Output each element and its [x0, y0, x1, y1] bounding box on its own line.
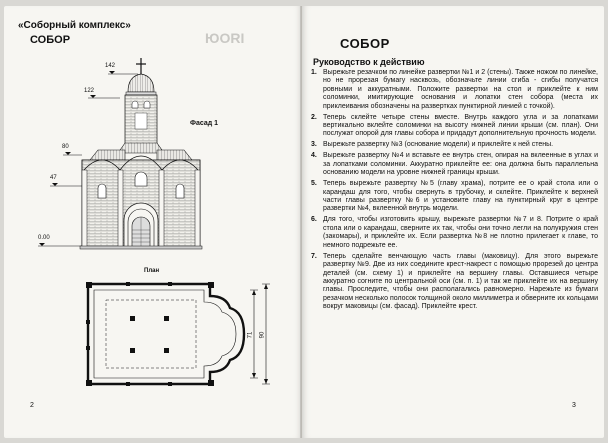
dim-000: 0.00: [38, 235, 50, 241]
dim-47: 47: [50, 175, 57, 181]
dim-90: 90: [259, 331, 266, 339]
step-text: Теперь склейте четыре стены вместе. Внутрь каждого угла и за лопатками вертикально вклейте соломинки на высоту нижней линии крыши (см. план). Они послужат опорой для главы собора и придадут дополнительную прочность модели.: [323, 113, 598, 138]
step-number: 5.: [311, 180, 317, 188]
step-number: 6.: [311, 216, 317, 224]
right-page-title: СОБОР: [340, 36, 390, 51]
step-item: [311, 69, 598, 111]
step-number: 1.: [311, 69, 317, 76]
left-page-title: СОБОР: [30, 34, 71, 46]
step-item: [311, 253, 598, 312]
plan-label: План: [144, 268, 160, 274]
step-item: [311, 216, 598, 250]
step-item: [311, 114, 598, 139]
step-text: Для того, чтобы изготовить крышу, вырежьте развертки №7 и 8. Потрите о край стола или о карандаш, сверните их так, чтобы они точно легли на полукружия стен (закомары), и приклейте их. Если развертка №8 не плотно прилегает к главе, то немного подрежьте ее.: [323, 216, 598, 249]
dim-122: 122: [84, 88, 95, 94]
step-number: 4.: [311, 152, 317, 160]
step-text: Вырежьте развертку №3 (основание модели) и приклейте к ней стены.: [323, 141, 554, 149]
facade-drawing: [20, 58, 250, 258]
step-number: 3.: [311, 141, 317, 149]
step-number: 7.: [311, 252, 317, 260]
page-number-left: 2: [30, 402, 34, 409]
step-text: Теперь сделайте венчающую часть главы (маковицу). Для этого вырежьте развертку №9. Две из них соедините крест-накрест с помощью прорезей до центра деталей (см. схему 1) и приклейте на вершину главы. Оставшиеся четыре аккуратно согните по центральной оси (см. п. 1) и так же приклейте их на вершину главы. Проследите, чтобы они располагались равномерно. Нарежьте из бумаги резачком несколько полосок толщиной около миллиметра и обверните их кольцами вокруг маковицы (см. фасад). Приклейте крест.: [323, 252, 598, 311]
instructions-subtitle: Руководство к действию: [313, 57, 425, 67]
instruction-steps: [311, 69, 598, 314]
step-text: Вырежьте резачком по линейке развертки №1 и 2 (стены). Также ножом по линейке, но не прорезая бумагу насквозь, обозначьте линии сгиба - сгибы получатся ровными и аккуратными. Положите развертки на стол и приклейте к ним соломинки, имитирующие основания и лопатки стен собора (места их приклеивания обозначены на развертках пунктирной линией с точкой).: [323, 69, 598, 110]
step-text: Теперь вырежьте развертку №5 (главу храма), потрите ее о край стола или о карандаш для того, чтобы свернуть в трубочку, и склейте. Приклейте к верхней части главы развертку №6 и установите главу на пунктирный круг в центре развертки №4, вклеенной внутрь модели.: [323, 180, 598, 213]
dim-80: 80: [62, 144, 69, 150]
step-item: [311, 141, 598, 149]
bleed-through-text: ЮОRI: [205, 30, 245, 46]
facade-label: Фасад 1: [190, 120, 219, 127]
step-text: Вырежьте развертку №4 и вставьте ее внутрь стен, опирая на вклеенные в углах и за лопатками соломинки. Аккуратно приклейте ее: она должна быть параллельна основанию модели на уровне нижней границы крыши.: [323, 152, 598, 177]
dim-71: 71: [247, 331, 254, 339]
step-item: [311, 152, 598, 177]
page-number-right: 3: [572, 402, 576, 409]
step-number: 2.: [311, 113, 317, 121]
dim-142: 142: [105, 63, 116, 69]
step-item: [311, 180, 598, 214]
series-title: «Соборный комплекс»: [18, 20, 131, 31]
